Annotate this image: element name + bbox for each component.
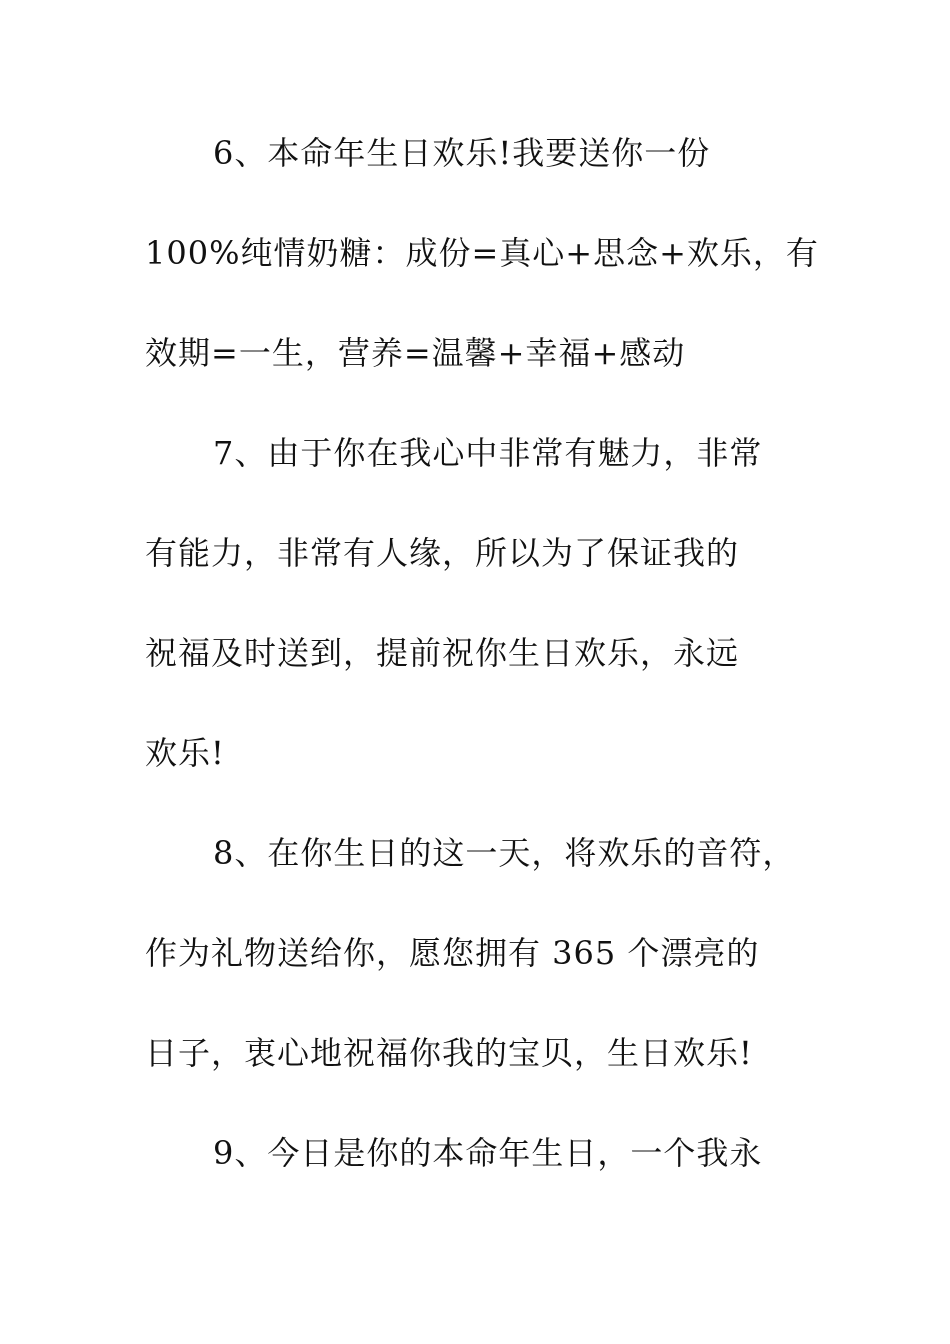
text-line-5: 有能力，非常有人缘，所以为了保证我的 bbox=[145, 534, 740, 572]
text-line-2: 100%纯情奶糖：成份=真心+思念+欢乐，有 bbox=[145, 234, 819, 272]
text-line-8: 8、在你生日的这一天，将欢乐的音符， bbox=[213, 834, 796, 872]
text-line-11: 9、今日是你的本命年生日，一个我永 bbox=[213, 1134, 763, 1172]
text-line-7: 欢乐! bbox=[145, 734, 225, 772]
text-line-3: 效期=一生，营养=温馨+幸福+感动 bbox=[145, 334, 686, 372]
text-line-10: 日子，衷心地祝福你我的宝贝，生日欢乐! bbox=[145, 1034, 753, 1072]
text-line-1: 6、本命年生日欢乐!我要送你一份 bbox=[213, 134, 711, 172]
text-line-4: 7、由于你在我心中非常有魅力，非常 bbox=[213, 434, 763, 472]
text-line-9: 作为礼物送给你，愿您拥有 365 个漂亮的 bbox=[145, 934, 760, 972]
text-line-6: 祝福及时送到，提前祝你生日欢乐，永远 bbox=[145, 634, 740, 672]
